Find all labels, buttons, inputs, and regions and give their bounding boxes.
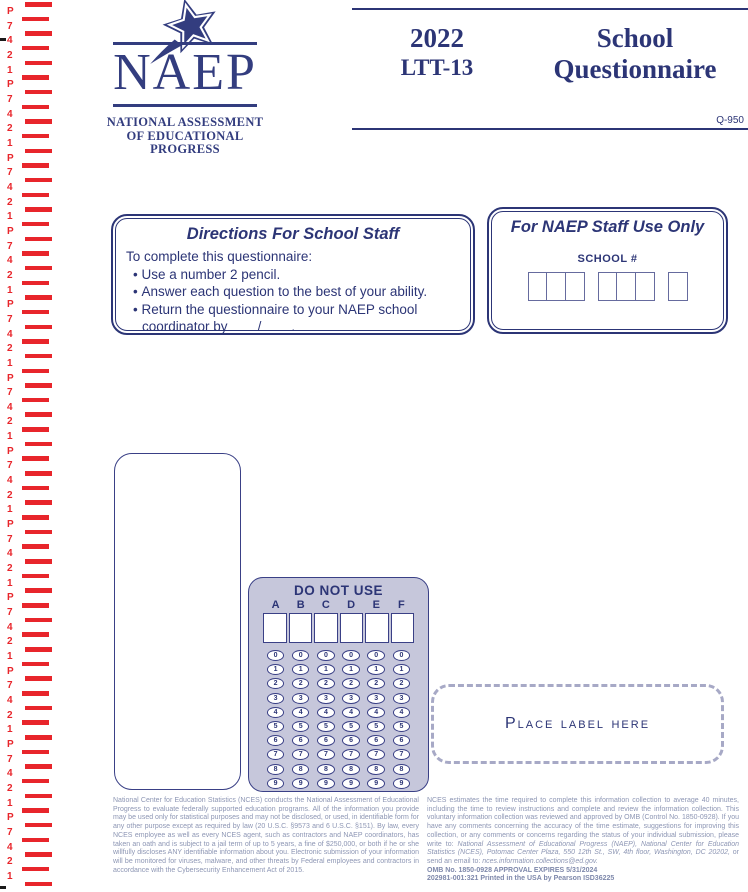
bubble-F-9[interactable]: 9: [393, 778, 411, 789]
edge-char: P: [7, 445, 14, 457]
edge-char: 2: [7, 636, 13, 648]
edge-dash: [25, 149, 52, 154]
edge-dash: [22, 134, 49, 139]
bubble-C-6[interactable]: 6: [317, 735, 335, 746]
column-letter: D: [347, 599, 356, 611]
column-letter: F: [398, 599, 405, 611]
edge-char: 2: [7, 269, 13, 281]
bubble-C-2[interactable]: 2: [317, 678, 335, 689]
school-number-cell[interactable]: [565, 272, 585, 301]
edge-dash: [22, 222, 49, 227]
bubble-D-9[interactable]: 9: [342, 778, 360, 789]
edge-dash: [25, 823, 52, 828]
school-number-cell[interactable]: [546, 272, 566, 301]
contact-email: nces.information.collections@ed.gov.: [482, 857, 598, 865]
edge-dash: [22, 75, 49, 80]
paperwork-burden-notice: [427, 797, 739, 884]
edge-char: 4: [7, 108, 13, 120]
bubble-E-5[interactable]: 5: [367, 721, 385, 732]
bubble-E-4[interactable]: 4: [367, 707, 385, 718]
edge-dash: [22, 838, 49, 843]
bubble-A-1[interactable]: 1: [267, 664, 285, 675]
edge-dash: [25, 852, 52, 857]
edge-dash: [22, 46, 49, 51]
edge-dash: [25, 618, 52, 623]
write-in-box-D[interactable]: [340, 613, 364, 643]
bubble-C-4[interactable]: 4: [317, 707, 335, 718]
edge-dash: [25, 412, 52, 417]
edge-char: P: [7, 812, 14, 824]
header-rule-bottom: [352, 128, 748, 130]
edge-dash: [25, 383, 52, 388]
edge-char: 4: [7, 35, 13, 47]
bubble-B-8[interactable]: 8: [292, 764, 310, 775]
edge-dash: [22, 515, 49, 520]
edge-char: 1: [7, 137, 13, 149]
edge-char: 2: [7, 782, 13, 794]
write-in-boxes: [263, 613, 414, 643]
write-in-box-E[interactable]: [365, 613, 389, 643]
edge-dash: [22, 750, 49, 755]
edge-dash: [25, 325, 52, 330]
bubble-B-4[interactable]: 4: [292, 707, 310, 718]
staff-use-title: For NAEP Staff Use Only: [510, 218, 705, 236]
school-number-cell[interactable]: [635, 272, 655, 301]
edge-dash: [22, 398, 49, 403]
bubble-B-3[interactable]: 3: [292, 693, 310, 704]
bubble-A-6[interactable]: 6: [267, 735, 285, 746]
edge-dash: [22, 603, 49, 608]
edge-char: 1: [7, 431, 13, 443]
edge-char: 1: [7, 797, 13, 809]
edge-char: 1: [7, 577, 13, 589]
bubble-E-3[interactable]: 3: [367, 693, 385, 704]
bubble-B-2[interactable]: 2: [292, 678, 310, 689]
edge-char: 2: [7, 343, 13, 355]
bubble-C-8[interactable]: 8: [317, 764, 335, 775]
bubble-D-4[interactable]: 4: [342, 707, 360, 718]
edge-char: 7: [7, 313, 13, 325]
bubble-D-0[interactable]: 0: [342, 650, 360, 661]
directions-title: Directions For School Staff: [186, 225, 400, 243]
edge-dash: [25, 237, 52, 242]
edge-dash: [25, 119, 52, 124]
edge-dash: [22, 281, 49, 286]
edge-char: 2: [7, 563, 13, 575]
write-in-box-A[interactable]: [263, 613, 287, 643]
edge-dash: [25, 500, 52, 505]
edge-dash: [25, 2, 52, 7]
edge-dash: [22, 427, 49, 432]
staff-use-box: [487, 207, 728, 334]
edge-dash: [22, 867, 49, 872]
column-letter: E: [372, 599, 380, 611]
bubble-A-2[interactable]: 2: [267, 678, 285, 689]
bubble-D-3[interactable]: 3: [342, 693, 360, 704]
school-number-cell[interactable]: [598, 272, 618, 301]
bubble-C-7[interactable]: 7: [317, 749, 335, 760]
edge-dash: [22, 339, 49, 344]
edge-char: 7: [7, 387, 13, 399]
edge-dash: [25, 794, 52, 799]
edge-char: 7: [7, 240, 13, 252]
bubble-C-3[interactable]: 3: [317, 693, 335, 704]
edge-dash: [22, 369, 49, 374]
edge-char: 7: [7, 680, 13, 692]
staff-use-box-inner: [491, 211, 724, 330]
edge-char: 2: [7, 856, 13, 868]
school-number-field: [502, 272, 713, 301]
registration-mark: [0, 38, 6, 41]
edge-char: 2: [7, 49, 13, 61]
naep-address: National Assessment of Educational Progress (NAEP), National Center for Education Statistics (NCES), Potomac Center Plaza, 550 12th St., SW, 4th floor, Washington, DC 20202,: [427, 840, 739, 857]
digit-bubble-grid: [263, 650, 414, 789]
edge-dash: [25, 354, 52, 359]
bubble-C-5[interactable]: 5: [317, 721, 335, 732]
blank-response-area: [114, 453, 241, 790]
edge-char: 4: [7, 328, 13, 340]
school-number-label: SCHOOL #: [577, 253, 638, 265]
edge-dash: [25, 559, 52, 564]
edge-dash: [22, 662, 49, 667]
bubble-F-2[interactable]: 2: [393, 678, 411, 689]
directions-box-inner: [115, 218, 471, 334]
edge-char: 4: [7, 548, 13, 560]
org-line: PROGRESS: [150, 142, 220, 156]
edge-char: 4: [7, 768, 13, 780]
header-rule-top: [352, 8, 748, 10]
edge-dash: [22, 163, 49, 168]
write-in-box-F[interactable]: [391, 613, 415, 643]
bubble-F-1[interactable]: 1: [393, 664, 411, 675]
bubble-D-2[interactable]: 2: [342, 678, 360, 689]
edge-char: 7: [7, 533, 13, 545]
edge-dash: [25, 90, 52, 95]
edge-dash: [22, 105, 49, 110]
edge-char: 7: [7, 20, 13, 32]
edge-char: P: [7, 225, 14, 237]
edge-char: 1: [7, 357, 13, 369]
naep-wordmark: NAEP: [113, 44, 257, 101]
form-code: LTT-13: [400, 55, 474, 80]
edge-char: 4: [7, 255, 13, 267]
edge-char: P: [7, 665, 14, 677]
bubble-B-6[interactable]: 6: [292, 735, 310, 746]
bubble-E-0[interactable]: 0: [367, 650, 385, 661]
organization-name: [85, 116, 285, 157]
school-number-cell-group: [598, 272, 655, 301]
burden-text: or send an email to:: [427, 849, 739, 865]
edge-char: 4: [7, 181, 13, 193]
edge-char: 7: [7, 826, 13, 838]
edge-char: P: [7, 6, 14, 17]
edge-dash: [22, 486, 49, 491]
bubble-F-7[interactable]: 7: [393, 749, 411, 760]
org-line: OF EDUCATIONAL: [126, 128, 244, 143]
edge-dash: [25, 471, 52, 476]
edge-dash: [25, 31, 52, 36]
do-not-use-title: DO NOT USE: [293, 583, 383, 598]
column-letters: [263, 599, 414, 611]
edge-dash: [25, 764, 52, 769]
omb-approval-line: OMB No. 1850-0928 APPROVAL EXPIRES 5/31/2024: [427, 866, 598, 874]
edge-char: 2: [7, 123, 13, 135]
edge-dash: [22, 251, 49, 256]
edge-char: 4: [7, 695, 13, 707]
bubble-B-7[interactable]: 7: [292, 749, 310, 760]
bubble-B-9[interactable]: 9: [292, 778, 310, 789]
header-title: [352, 22, 748, 85]
bubble-F-3[interactable]: 3: [393, 693, 411, 704]
bubble-E-6[interactable]: 6: [367, 735, 385, 746]
edge-char: 7: [7, 753, 13, 765]
bubble-A-5[interactable]: 5: [267, 721, 285, 732]
edge-dash: [25, 61, 52, 66]
bubble-A-7[interactable]: 7: [267, 749, 285, 760]
direction-item: • Use a number 2 pencil.: [126, 266, 460, 284]
place-label-area[interactable]: [431, 684, 724, 764]
edge-dash: [25, 442, 52, 447]
edge-dash: [25, 882, 52, 887]
bubble-E-8[interactable]: 8: [367, 764, 385, 775]
bubble-E-9[interactable]: 9: [367, 778, 385, 789]
write-in-box-C[interactable]: [314, 613, 338, 643]
edge-dash: [25, 735, 52, 740]
edge-dash: [25, 588, 52, 593]
bubble-F-6[interactable]: 6: [393, 735, 411, 746]
column-letter: A: [271, 599, 280, 611]
bubble-D-7[interactable]: 7: [342, 749, 360, 760]
bubble-A-9[interactable]: 9: [267, 778, 285, 789]
bubble-C-0[interactable]: 0: [317, 650, 335, 661]
header-year-form: [352, 22, 522, 85]
edge-char: 1: [7, 64, 13, 76]
edge-dash: [22, 193, 49, 198]
edge-char: 7: [7, 460, 13, 472]
burden-text: NCES estimates the time required to complete this information collection to average 40 minutes, including the time to review instructions and complete and review the information collection. This voluntary information collection was reviewed and approved by OMB (Control No. 1850-0928). If you have any comments concerning the accuracy of the time estimate, suggestions for improving this collection, or any comments or concerns regarding the status of your individual submission, please write to:: [427, 797, 739, 848]
assessment-year: 2022: [410, 23, 464, 53]
bubble-B-0[interactable]: 0: [292, 650, 310, 661]
bubble-B-5[interactable]: 5: [292, 721, 310, 732]
edge-dash: [25, 676, 52, 681]
edge-dash: [25, 178, 52, 183]
school-number-cell-group: [528, 272, 585, 301]
direction-item: • Return the questionnaire to your NAEP school coordinator by ___ / ___ .: [126, 301, 460, 336]
bubble-B-1[interactable]: 1: [292, 664, 310, 675]
bubble-F-5[interactable]: 5: [393, 721, 411, 732]
edge-char: 1: [7, 211, 13, 223]
edge-char: 4: [7, 841, 13, 853]
edge-dash: [25, 530, 52, 535]
edge-char: 1: [7, 724, 13, 736]
edge-dash: [22, 544, 49, 549]
edge-char: P: [7, 739, 14, 750]
edge-dash: [22, 632, 49, 637]
bubble-E-1[interactable]: 1: [367, 664, 385, 675]
edge-dash: [25, 647, 52, 652]
place-label-text: Place label here: [504, 715, 651, 732]
edge-char: 4: [7, 621, 13, 633]
bubble-D-5[interactable]: 5: [342, 721, 360, 732]
edge-char: 1: [7, 504, 13, 516]
edge-dash: [25, 207, 52, 212]
edge-dash: [22, 310, 49, 315]
directions-intro: To complete this questionnaire:: [126, 249, 313, 264]
doc-code: Q-950: [716, 115, 744, 126]
edge-dash: [22, 808, 49, 813]
org-line: NATIONAL ASSESSMENT: [106, 115, 264, 129]
bubble-F-4[interactable]: 4: [393, 707, 411, 718]
bubble-A-0[interactable]: 0: [267, 650, 285, 661]
logo-rule: [113, 104, 257, 107]
edge-dash: [22, 17, 49, 22]
edge-dash: [25, 266, 52, 271]
bubble-D-8[interactable]: 8: [342, 764, 360, 775]
registration-mark: [0, 886, 6, 889]
edge-dash: [25, 706, 52, 711]
print-info-line: 202981-001:321 Printed in the USA by Pearson ISD36225: [427, 875, 615, 883]
edge-char: P: [7, 79, 14, 91]
edge-char: 7: [7, 93, 13, 105]
school-number-cell-group: [668, 272, 688, 301]
directions-box: [111, 214, 475, 335]
edge-char: P: [7, 372, 14, 384]
edge-char: P: [7, 152, 14, 164]
document-title: [522, 22, 748, 85]
title-line: School: [596, 23, 674, 53]
edge-dash: [22, 456, 49, 461]
column-letter: B: [296, 599, 305, 611]
bubble-C-1[interactable]: 1: [317, 664, 335, 675]
write-in-box-B[interactable]: [289, 613, 313, 643]
edge-char: 1: [7, 284, 13, 296]
bubble-A-8[interactable]: 8: [267, 764, 285, 775]
edge-dash: [25, 295, 52, 300]
direction-item: • Answer each question to the best of your ability.: [126, 283, 460, 301]
edge-dash: [22, 691, 49, 696]
bubble-E-2[interactable]: 2: [367, 678, 385, 689]
edge-char: P: [7, 592, 14, 604]
edge-dash: [22, 574, 49, 579]
bubble-D-1[interactable]: 1: [342, 664, 360, 675]
bubble-C-9[interactable]: 9: [317, 778, 335, 789]
directions-list: [126, 266, 460, 336]
edge-char: 1: [7, 870, 13, 882]
edge-char: 2: [7, 709, 13, 721]
do-not-use-panel: [248, 577, 429, 792]
edge-char: 7: [7, 167, 13, 179]
edge-char: 1: [7, 651, 13, 663]
edge-char: P: [7, 299, 14, 311]
edge-char: 4: [7, 401, 13, 413]
column-letter: C: [321, 599, 330, 611]
bubble-F-0[interactable]: 0: [393, 650, 411, 661]
school-number-cell[interactable]: [528, 272, 548, 301]
edge-dash: [22, 720, 49, 725]
edge-char: 7: [7, 607, 13, 619]
bubble-A-3[interactable]: 3: [267, 693, 285, 704]
edge-char: 2: [7, 196, 13, 208]
confidentiality-notice: National Center for Education Statistics (NCES) conducts the National Assessment of Educational Progress to evaluate federally supported education programs. All of the information you provide may be used only for statistical purposes and may not be disclosed, or used, in identifiable form for any other purpose except as required by law (20 U.S.C. §9573 and 6 U.S.C. §151). By law, every NCES employee as well as every NCES agent, such as contractors and NAEP coordinators, has taken an oath and is subject to a jail term of up to 5 years, a fine of $250,000, or both if he or she willfully discloses ANY identifiable information about you. Electronic submission of your information will be monitored for viruses, malware, and other threats by Federal employees and contractors in accordance with the Cybersecurity Enhancement Act of 2015.: [113, 797, 419, 874]
school-number-cell[interactable]: [616, 272, 636, 301]
bubble-E-7[interactable]: 7: [367, 749, 385, 760]
edge-char: P: [7, 519, 14, 531]
edge-char: 2: [7, 489, 13, 501]
edge-char: 2: [7, 416, 13, 428]
bubble-F-8[interactable]: 8: [393, 764, 411, 775]
bubble-D-6[interactable]: 6: [342, 735, 360, 746]
title-line: Questionnaire: [553, 54, 717, 84]
edge-dash: [22, 779, 49, 784]
bubble-A-4[interactable]: 4: [267, 707, 285, 718]
school-number-cell[interactable]: [668, 272, 688, 301]
edge-char: 4: [7, 475, 13, 487]
